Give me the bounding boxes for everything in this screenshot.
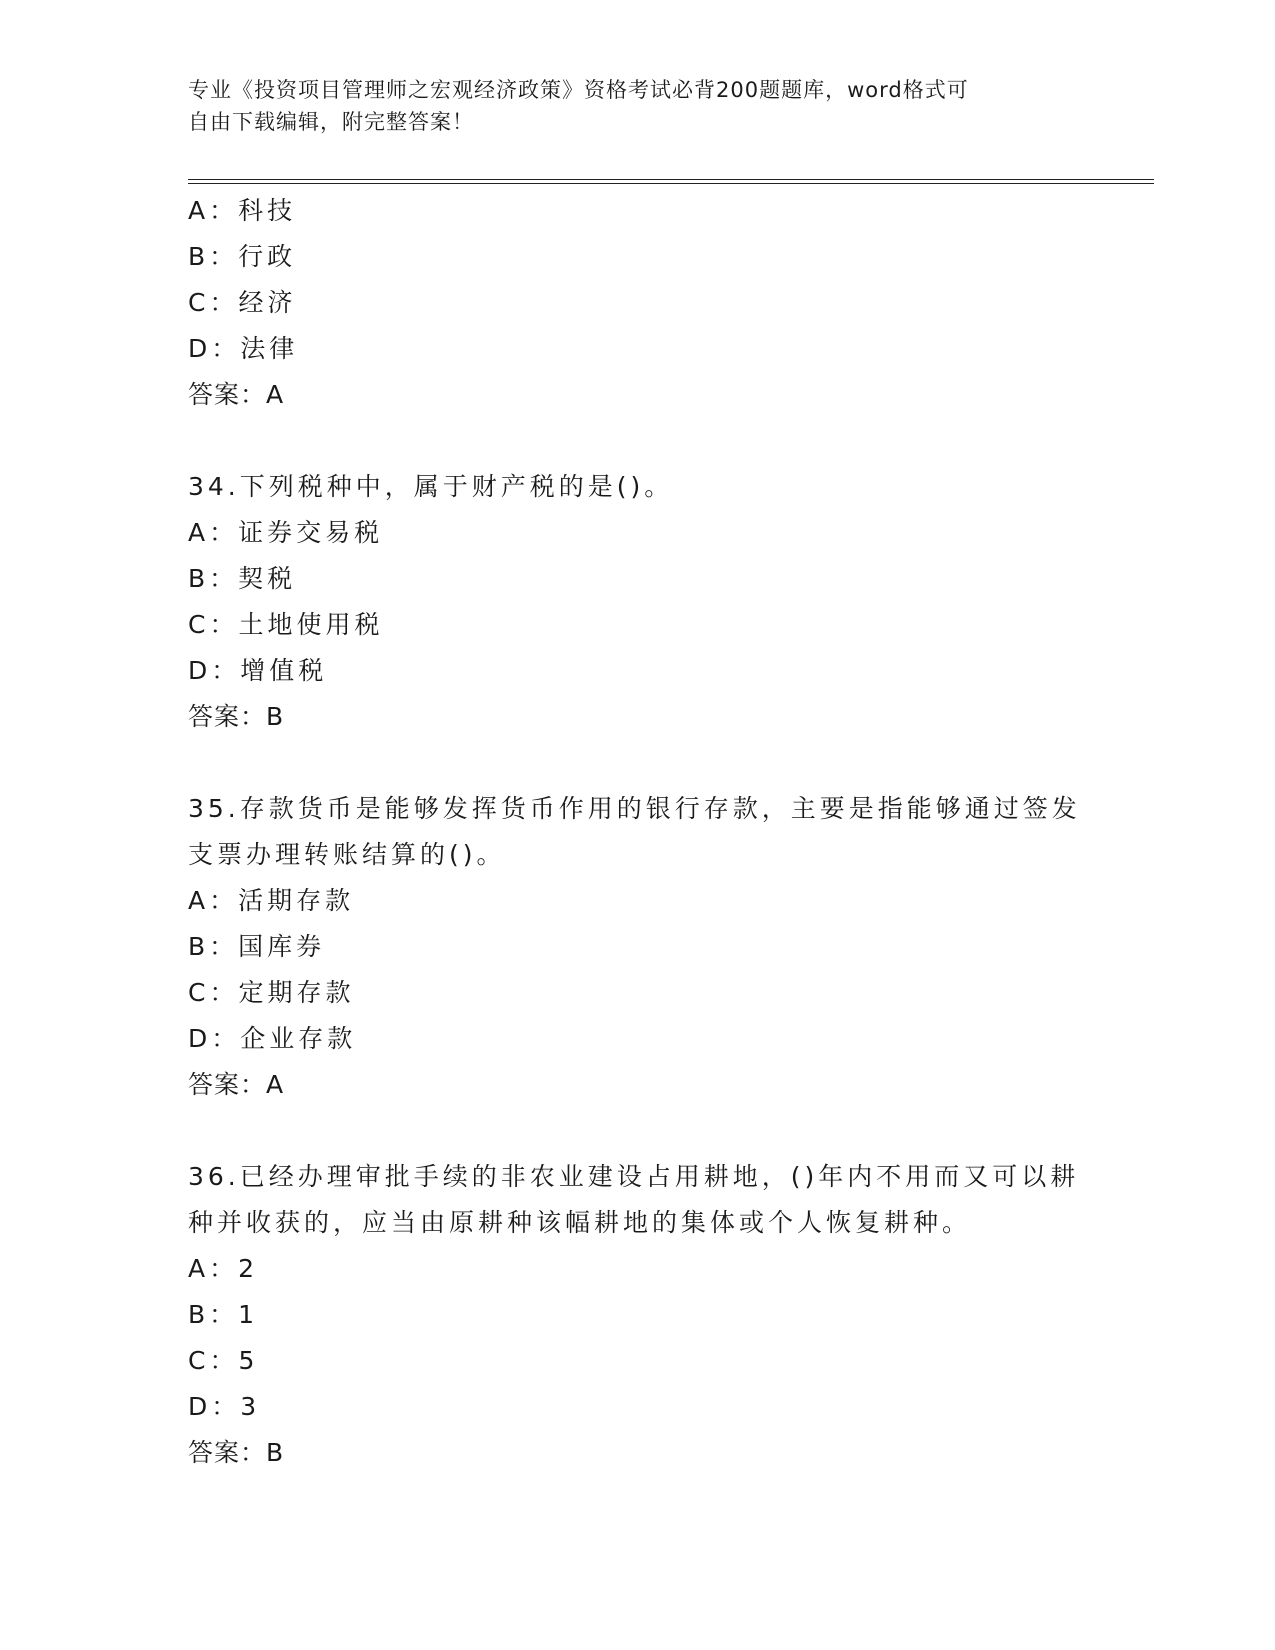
option-a: A：科技 xyxy=(188,196,297,225)
option-d: D：法律 xyxy=(188,334,299,363)
option-d: D：增值税 xyxy=(188,656,328,685)
header-line-2: 自由下载编辑，附完整答案！ xyxy=(188,110,474,134)
spacer xyxy=(188,740,1088,786)
option-d: D：3 xyxy=(188,1392,261,1421)
document-header xyxy=(188,74,1088,138)
answer-line: 答案：A xyxy=(188,1070,285,1099)
answer-line: 答案：B xyxy=(188,1438,285,1467)
question-stem-line-2: 支票办理转账结算的()。 xyxy=(188,840,506,869)
option-c: C：经济 xyxy=(188,288,297,317)
spacer xyxy=(188,418,1088,464)
option-a: A：2 xyxy=(188,1254,259,1283)
option-c: C：5 xyxy=(188,1346,259,1375)
option-c: C：土地使用税 xyxy=(188,610,384,639)
question-34 xyxy=(188,464,1088,740)
option-b: B：1 xyxy=(188,1300,259,1329)
question-stem-line-1: 36.已经办理审批手续的非农业建设占用耕地，()年内不用而又可以耕 xyxy=(188,1162,1080,1191)
option-c: C：定期存款 xyxy=(188,978,355,1007)
option-a: A：证券交易税 xyxy=(188,518,384,547)
header-divider-bottom xyxy=(188,183,1154,184)
question-33 xyxy=(188,188,1088,418)
option-b: B：国库券 xyxy=(188,932,326,961)
answer-line: 答案：A xyxy=(188,380,285,409)
answer-line: 答案：B xyxy=(188,702,285,731)
question-list xyxy=(188,188,1088,1476)
spacer xyxy=(188,1108,1088,1154)
option-a: A：活期存款 xyxy=(188,886,355,915)
question-stem-line-2: 种并收获的，应当由原耕种该幅耕地的集体或个人恢复耕种。 xyxy=(188,1208,972,1237)
question-stem-line-1: 35.存款货币是能够发挥货币作用的银行存款，主要是指能够通过签发 xyxy=(188,794,1081,823)
question-36 xyxy=(188,1154,1088,1476)
question-stem: 34.下列税种中，属于财产税的是()。 xyxy=(188,472,674,501)
question-35 xyxy=(188,786,1088,1108)
header-line-1: 专业《投资项目管理师之宏观经济政策》资格考试必背200题题库，word格式可 xyxy=(188,78,969,102)
option-d: D：企业存款 xyxy=(188,1024,357,1053)
option-b: B：契税 xyxy=(188,564,297,593)
option-b: B：行政 xyxy=(188,242,297,271)
header-divider-top xyxy=(188,179,1154,180)
